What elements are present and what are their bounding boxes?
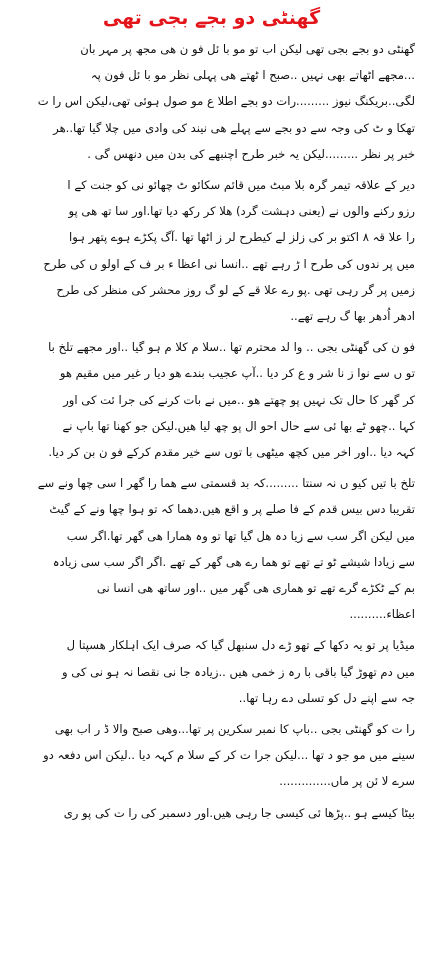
text-line: سے زیادا شیشے ٹو تے تھے تو ھما رے ھی گھر کے تھے .اگر اگر سب سی زیادہ (52, 554, 415, 569)
text-line: خبر پر نظر .........لیکن یہ خبر طرح اچنبھے کی بدن میں دنھس گی . (87, 146, 415, 161)
text-line: گھنٹی دو بجے بجی تھی لیکن اب تو مو با ئل فو ن ھی مجھ پر مہر بان (80, 42, 415, 56)
text-line: میں پر ندوں کی طرح ا ڑ رہے تھے ..انسا نی اعظا ء بر ف کے اولو ں کی طرح (43, 256, 415, 271)
text-line: ادھر اُدھر بھا گ رہے تھے.. (290, 309, 415, 324)
page-title: گھنٹی دو بجے بجی تھی (102, 7, 321, 29)
text-line: ...مجھے اٹھاتے بھی نہیں ..صبح ا ٹھتے ھی پہلی نظر مو با ئل فون پہ (90, 68, 415, 83)
text-line: میڈیا پر تو یہ دکھا کے تھو ڑے دل سنبھل گیا کہ صرف ایک اہلکار ھسپتا ل (66, 638, 415, 653)
text-line: تقریبا دس بیس قدم کے فا صلے پر و اقع ھیں.دھما کہ تو ہوا چھا ونے کے گیٹ (49, 502, 415, 517)
text-line: کر گھر کا حال تک نہیں پو چھتے ھو ..میں نے بات کرنے کی جرا ئت کی اور (63, 392, 415, 407)
paragraph-6 (8, 716, 415, 795)
text-line: میں دم تھوڑ گیا باقی با رہ ز خمی ھیں ..زیادہ جا نی نقصا نہ ہو نی کی و (61, 664, 415, 679)
text-line: میں لیکن اگر سب سے زیا دہ ھل گیا تھا تو وہ ھمارا ھی گھر تھا.اگر سب (66, 528, 415, 543)
text-line: بیٹا کیسے ہو ..پڑھا ئی کیسی جا رہی ھیں.اور دسمبر کی را ت کی پو ری (63, 805, 415, 820)
paragraph-1 (8, 36, 415, 167)
text-line: را علا قہ ۸ اکتو بر کی زلز لے کیطرح لر ز اٹھا تھا .آگ پکڑے ہوے پتھر ہوا (69, 230, 415, 245)
text-line: کہہ دیا ..اور اخر میں کچھ میٹھی با توں سے خیر مقدم کرکے فو ن بن کر دیا. (48, 445, 415, 460)
text-line: سرے لا ئن پر ماں.............. (279, 774, 415, 789)
text-line: بم کے ٹکڑے گرے تھے تو ھماری ھی گھر میں ..اور ساتھ ھی انسا نی (96, 581, 415, 596)
text-line: زمیں پر گر رہی تھی .پو رے علا قے کے لو گ روز محشر کی منظر کی طرح (56, 282, 415, 297)
text-line: دیر کے علاقہ تیمر گرہ بلا مبٹ میں قائم سکائو ٹ چھائو نی کو جنت کے ا (67, 178, 415, 193)
text-line: تلخ با تیں کیو ں نہ سنتا .........کہ بد قسمتی سے ھما را گھر ا سی چھا ونے سے (37, 476, 415, 491)
text-line: کہا ..چھو ٹے بھا ئی سے حال احو ال پو چھ لیا ھیں.لیکن جو کھنا تھا باپ نے (62, 418, 415, 433)
paragraph-2 (8, 172, 415, 329)
text-line: فو ن کی گھنٹی بجی .. وا لد محترم تھا ..سلا م کلا م ہو گیا ..اور مجھے تلخ با (48, 340, 415, 355)
text-line: جہ سے اپنے دل کو تسلی دے رہا تھا.. (238, 690, 415, 705)
paragraph-4 (8, 470, 415, 627)
paragraph-7 (8, 800, 415, 826)
text-line: تھکا و ٹ کی وجہ سے دو بجے سے پہلے ھی نیند کی وادی میں چلا گیا تھا..ھر (53, 120, 415, 135)
text-line: اعظاء.......... (349, 607, 415, 622)
text-line: سینے میں مو جو د تھا ...لیکن جرا ت کر کے سلا م کہہ دیا ..لیکن اس دفعہ دو (43, 748, 415, 763)
text-line: لگی..بریکنگ نیوز .........رات دو بجے اطلا ع مو صول ہوئی تھی،لیکن اس را ت (37, 94, 415, 109)
paragraph-5 (8, 632, 415, 711)
text-line: تو ں سے نوا ز نا شر و ع کر دیا ..آپ عجیب بندے ھو دیا ر غیر میں مقیم ھو (59, 366, 415, 381)
paragraph-3 (8, 334, 415, 465)
text-line: را ت کو گھنٹی بجی ..باپ کا نمبر سکرین پر تھا...وھی صبح والا ڈ ر اب بھی (54, 722, 415, 737)
text-line: رزو رکنے والوں نے (یعنی دہشت گرد) ھلا کر رکھ دیا تھا.اور سا تھ ھی پو (68, 204, 415, 219)
